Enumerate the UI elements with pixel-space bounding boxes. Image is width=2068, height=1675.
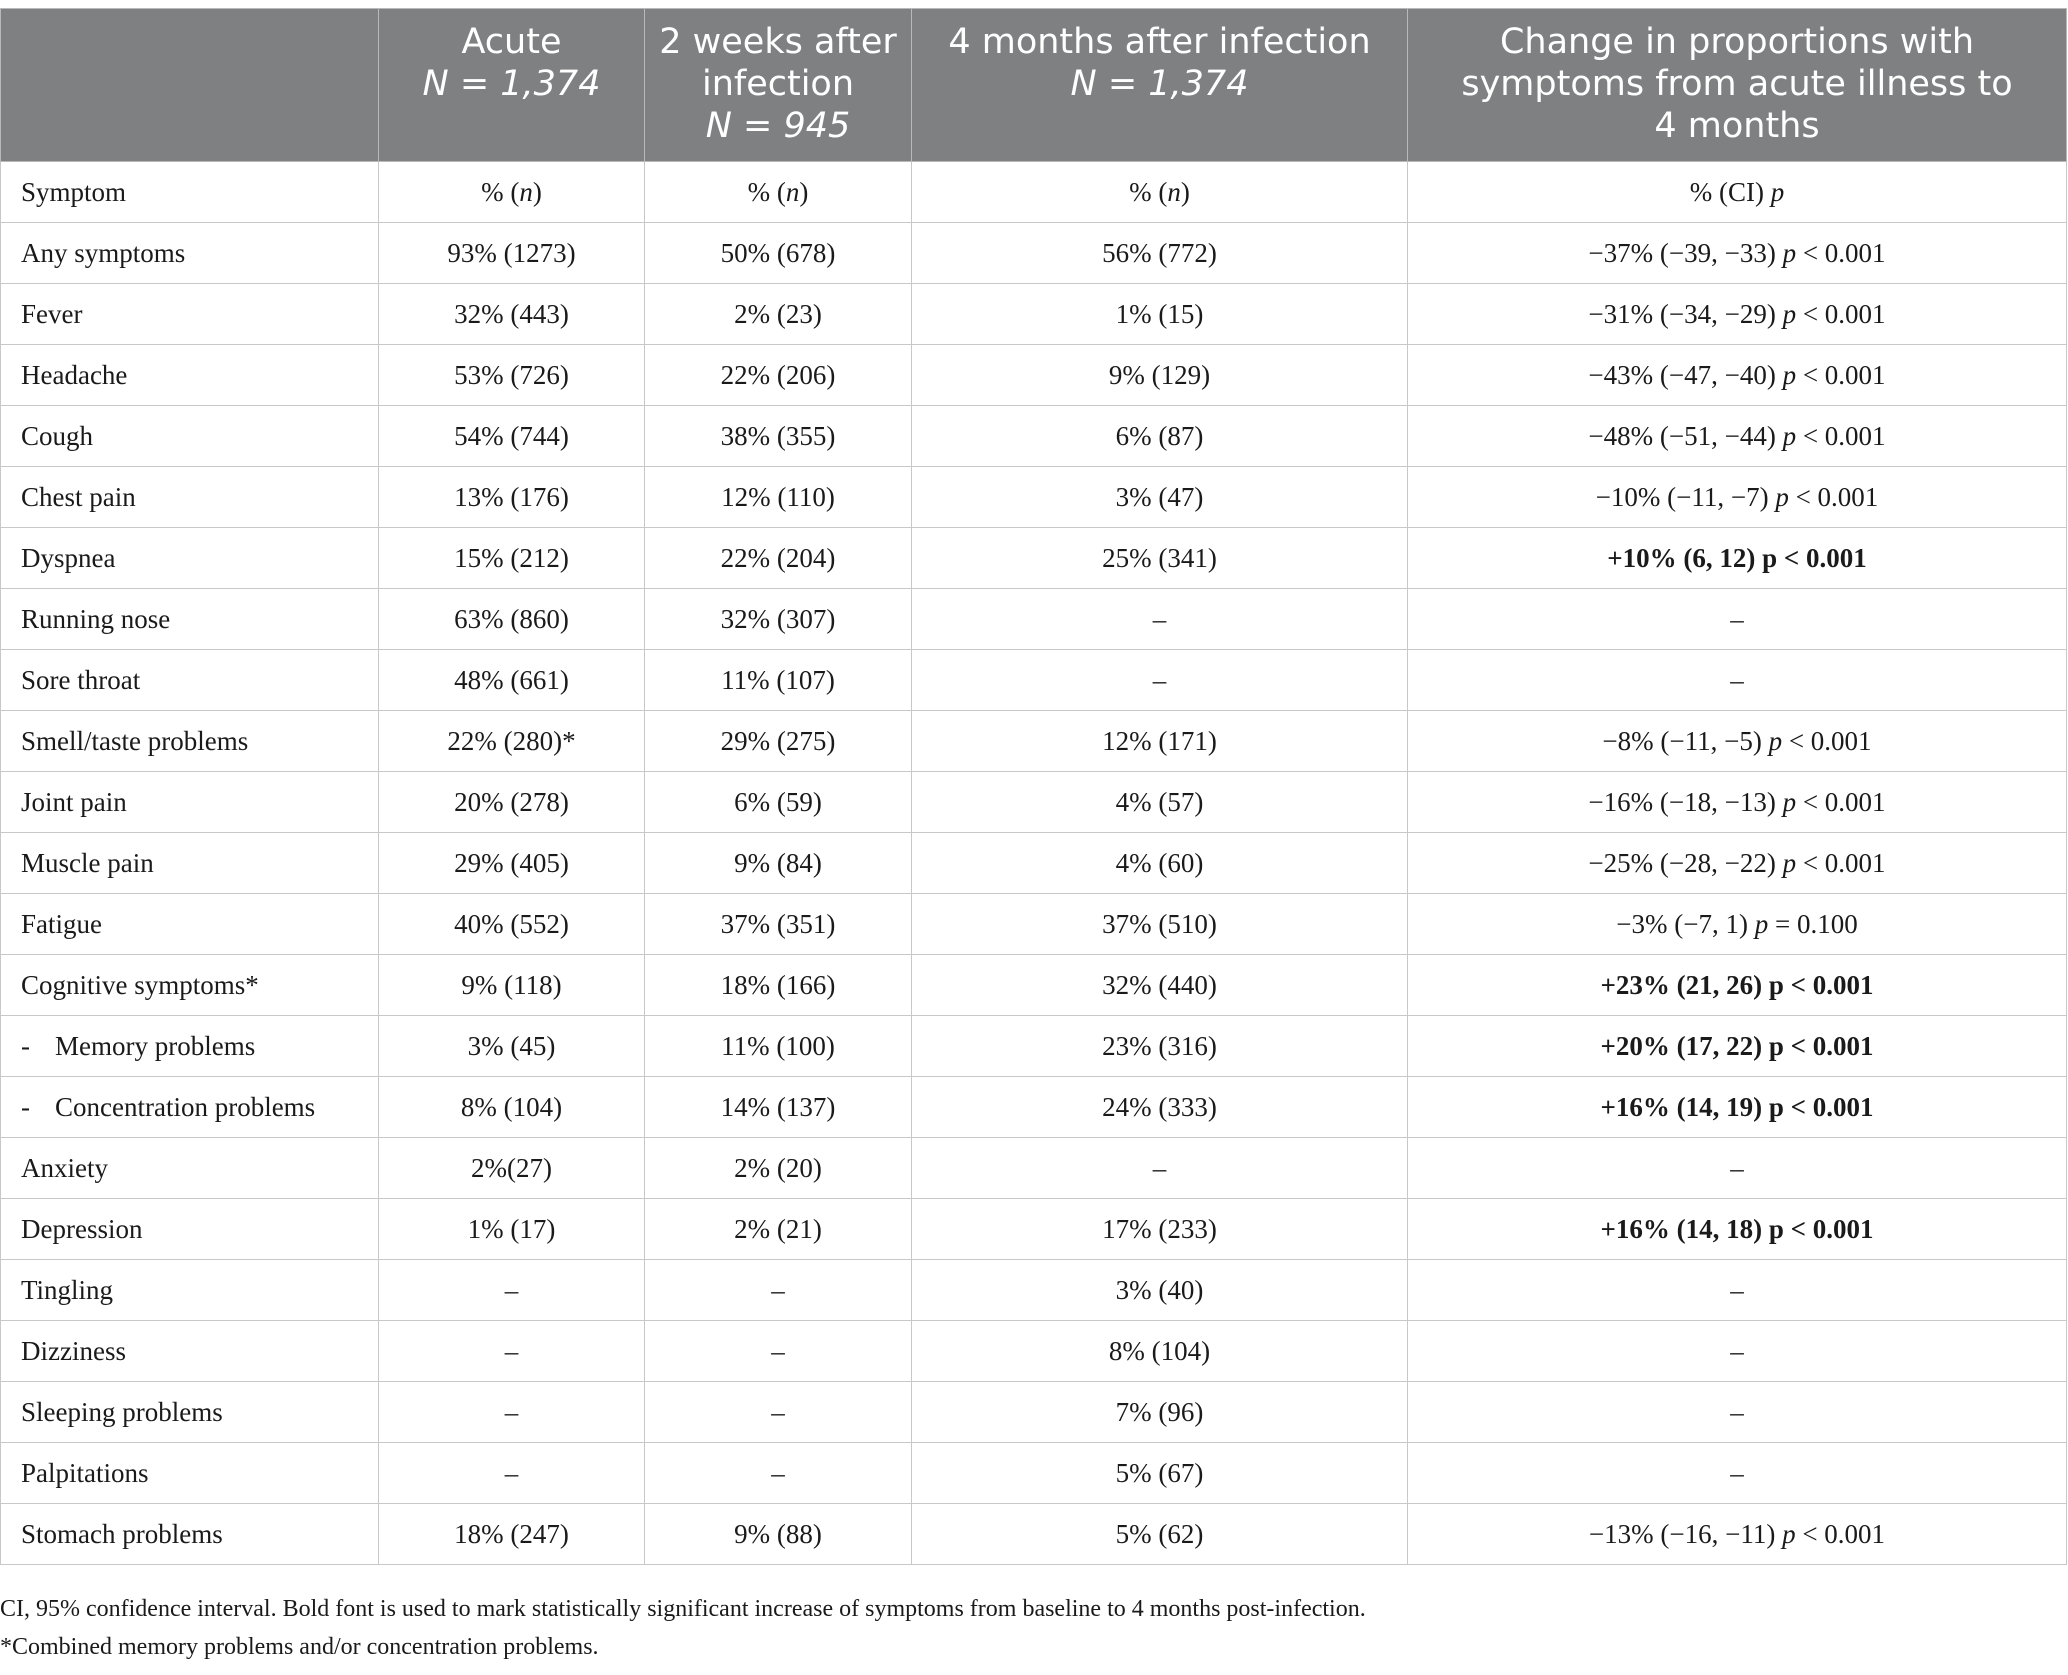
- symptom-label: Anxiety: [21, 1152, 108, 1183]
- four-months-cell: 56% (772): [912, 223, 1408, 284]
- four-months-cell: 3% (40): [912, 1260, 1408, 1321]
- symptom-cell: [1, 1077, 379, 1138]
- two-weeks-cell: 37% (351): [645, 894, 912, 955]
- change-cell: –: [1408, 1138, 2067, 1199]
- footnote-2: *Combined memory problems and/or concentration problems.: [0, 1634, 599, 1660]
- table-header: [1, 9, 2067, 162]
- four-months-cell: 4% (60): [912, 833, 1408, 894]
- four-months-cell: –: [912, 589, 1408, 650]
- change-cell: −13% (−16, −11) p < 0.001: [1408, 1504, 2067, 1565]
- four-months-cell: 8% (104): [912, 1321, 1408, 1382]
- acute-cell: 29% (405): [379, 833, 645, 894]
- change-cell: −37% (−39, −33) p < 0.001: [1408, 223, 2067, 284]
- symptom-cell: [1, 833, 379, 894]
- four-months-cell: 6% (87): [912, 406, 1408, 467]
- change-cell: –: [1408, 1321, 2067, 1382]
- header-four-months: [912, 9, 1408, 162]
- indent-dash: -: [21, 1091, 30, 1122]
- four-months-cell: 25% (341): [912, 528, 1408, 589]
- two-weeks-cell: 6% (59): [645, 772, 912, 833]
- four-months-cell: –: [912, 650, 1408, 711]
- header-change-line-1: Change in proportions with: [1499, 22, 1975, 62]
- two-weeks-cell: 38% (355): [645, 406, 912, 467]
- header-change: [1408, 9, 2067, 162]
- symptom-cell: [1, 1443, 379, 1504]
- table-row: [1, 223, 2067, 284]
- header-blank: [1, 9, 379, 162]
- header-four-months-title: 4 months after infection: [948, 22, 1371, 62]
- symptom-cell: [1, 345, 379, 406]
- header-two-weeks-n: N = 945: [705, 106, 851, 146]
- acute-cell: 9% (118): [379, 955, 645, 1016]
- subheader-change: % (CI) p: [1408, 162, 2067, 223]
- acute-cell: 93% (1273): [379, 223, 645, 284]
- two-weeks-cell: –: [645, 1321, 912, 1382]
- change-cell: −43% (−47, −40) p < 0.001: [1408, 345, 2067, 406]
- four-months-cell: 24% (333): [912, 1077, 1408, 1138]
- four-months-cell: 23% (316): [912, 1016, 1408, 1077]
- symptom-label: Muscle pain: [21, 847, 154, 878]
- table-row: [1, 467, 2067, 528]
- table-container: [0, 8, 2066, 1565]
- four-months-cell: 3% (47): [912, 467, 1408, 528]
- header-two-weeks: [645, 9, 912, 162]
- four-months-cell: 5% (67): [912, 1443, 1408, 1504]
- symptom-label: Running nose: [21, 603, 171, 634]
- acute-cell: 15% (212): [379, 528, 645, 589]
- four-months-cell: 32% (440): [912, 955, 1408, 1016]
- two-weeks-cell: 14% (137): [645, 1077, 912, 1138]
- four-months-cell: 12% (171): [912, 711, 1408, 772]
- change-cell: +23% (21, 26) p < 0.001: [1408, 955, 2067, 1016]
- symptom-label: Stomach problems: [21, 1518, 223, 1549]
- symptom-cell: [1, 589, 379, 650]
- header-acute-title: Acute: [461, 22, 562, 62]
- acute-cell: 13% (176): [379, 467, 645, 528]
- symptom-cell: [1, 1138, 379, 1199]
- table-row: [1, 589, 2067, 650]
- symptom-cell: [1, 1016, 379, 1077]
- symptom-cell: [1, 894, 379, 955]
- symptom-cell: [1, 711, 379, 772]
- subheader-four-months: % (n): [912, 162, 1408, 223]
- change-cell: +16% (14, 19) p < 0.001: [1408, 1077, 2067, 1138]
- acute-cell: –: [379, 1443, 645, 1504]
- four-months-cell: 1% (15): [912, 284, 1408, 345]
- two-weeks-cell: 32% (307): [645, 589, 912, 650]
- four-months-cell: 9% (129): [912, 345, 1408, 406]
- table-row: [1, 650, 2067, 711]
- symptom-label: Cognitive symptoms*: [21, 969, 259, 1000]
- table-row: [1, 528, 2067, 589]
- change-cell: –: [1408, 589, 2067, 650]
- two-weeks-cell: 22% (206): [645, 345, 912, 406]
- acute-cell: 8% (104): [379, 1077, 645, 1138]
- two-weeks-cell: –: [645, 1260, 912, 1321]
- table-row: [1, 1016, 2067, 1077]
- symptom-cell: [1, 1382, 379, 1443]
- acute-cell: 3% (45): [379, 1016, 645, 1077]
- acute-cell: –: [379, 1382, 645, 1443]
- change-cell: –: [1408, 1260, 2067, 1321]
- symptom-cell: [1, 223, 379, 284]
- two-weeks-cell: 11% (100): [645, 1016, 912, 1077]
- symptom-label: Depression: [21, 1213, 143, 1244]
- header-change-line-3: 4 months: [1654, 106, 1820, 146]
- symptom-label: Any symptoms: [21, 237, 186, 268]
- two-weeks-cell: 22% (204): [645, 528, 912, 589]
- header-two-weeks-title-2: infection: [701, 64, 855, 104]
- symptom-cell: [1, 1321, 379, 1382]
- header-change-line-2: symptoms from acute illness to: [1461, 64, 2013, 104]
- four-months-cell: 37% (510): [912, 894, 1408, 955]
- change-cell: –: [1408, 650, 2067, 711]
- two-weeks-cell: 18% (166): [645, 955, 912, 1016]
- symptom-label: Smell/taste problems: [21, 725, 249, 756]
- table-row: [1, 1321, 2067, 1382]
- acute-cell: 63% (860): [379, 589, 645, 650]
- table-row: [1, 406, 2067, 467]
- two-weeks-cell: 50% (678): [645, 223, 912, 284]
- symptom-cell: [1, 284, 379, 345]
- symptom-label: Dyspnea: [21, 542, 116, 573]
- change-cell: −8% (−11, −5) p < 0.001: [1408, 711, 2067, 772]
- symptom-cell: [1, 1199, 379, 1260]
- table-row: [1, 955, 2067, 1016]
- acute-cell: –: [379, 1321, 645, 1382]
- header-four-months-n: N = 1,374: [1070, 64, 1249, 104]
- acute-cell: 22% (280)*: [379, 711, 645, 772]
- table-row: [1, 833, 2067, 894]
- four-months-cell: 7% (96): [912, 1382, 1408, 1443]
- subheader-symptom: Symptom: [1, 162, 379, 223]
- table-row: [1, 1199, 2067, 1260]
- header-acute: [379, 9, 645, 162]
- four-months-cell: 5% (62): [912, 1504, 1408, 1565]
- acute-cell: 53% (726): [379, 345, 645, 406]
- two-weeks-cell: –: [645, 1382, 912, 1443]
- change-cell: −16% (−18, −13) p < 0.001: [1408, 772, 2067, 833]
- four-months-cell: –: [912, 1138, 1408, 1199]
- symptom-cell: [1, 467, 379, 528]
- table-row: [1, 894, 2067, 955]
- symptom-label: Headache: [21, 359, 128, 390]
- table-row: [1, 711, 2067, 772]
- symptom-label: Palpitations: [21, 1457, 149, 1488]
- acute-cell: 48% (661): [379, 650, 645, 711]
- acute-cell: 40% (552): [379, 894, 645, 955]
- change-cell: −3% (−7, 1) p = 0.100: [1408, 894, 2067, 955]
- table-row: [1, 284, 2067, 345]
- acute-cell: 18% (247): [379, 1504, 645, 1565]
- acute-cell: 20% (278): [379, 772, 645, 833]
- symptom-label: Tingling: [21, 1274, 114, 1305]
- table-row: [1, 1504, 2067, 1565]
- acute-cell: –: [379, 1260, 645, 1321]
- two-weeks-cell: 9% (84): [645, 833, 912, 894]
- subheader-two-weeks: % (n): [645, 162, 912, 223]
- acute-cell: 1% (17): [379, 1199, 645, 1260]
- acute-cell: 54% (744): [379, 406, 645, 467]
- header-two-weeks-title-1: 2 weeks after: [659, 22, 897, 62]
- change-cell: −10% (−11, −7) p < 0.001: [1408, 467, 2067, 528]
- symptoms-table: [0, 8, 2067, 1565]
- symptom-label: Concentration problems: [55, 1091, 316, 1122]
- change-cell: −48% (−51, −44) p < 0.001: [1408, 406, 2067, 467]
- header-row: [1, 9, 2067, 162]
- table-row: [1, 345, 2067, 406]
- indent-dash: -: [21, 1030, 30, 1061]
- subheader-row: [1, 162, 2067, 223]
- symptom-label: Sore throat: [21, 664, 141, 695]
- symptom-cell: [1, 955, 379, 1016]
- footnote-1: CI, 95% confidence interval. Bold font is used to mark statistically significant increase of symptoms from baseline to 4 months post-infection.: [0, 1596, 1366, 1622]
- two-weeks-cell: –: [645, 1443, 912, 1504]
- table-row: [1, 1260, 2067, 1321]
- symptom-cell: [1, 772, 379, 833]
- symptom-cell: [1, 1504, 379, 1565]
- symptom-label: Fatigue: [21, 908, 102, 939]
- symptom-cell: [1, 1260, 379, 1321]
- change-cell: +16% (14, 18) p < 0.001: [1408, 1199, 2067, 1260]
- two-weeks-cell: 11% (107): [645, 650, 912, 711]
- symptom-label: Sleeping problems: [21, 1396, 223, 1427]
- table-body: [1, 162, 2067, 1565]
- change-cell: +20% (17, 22) p < 0.001: [1408, 1016, 2067, 1077]
- symptom-label: Memory problems: [55, 1030, 256, 1061]
- two-weeks-cell: 12% (110): [645, 467, 912, 528]
- four-months-cell: 17% (233): [912, 1199, 1408, 1260]
- change-cell: +10% (6, 12) p < 0.001: [1408, 528, 2067, 589]
- header-acute-n: N = 1,374: [422, 64, 601, 104]
- table-row: [1, 1443, 2067, 1504]
- symptom-label: Chest pain: [21, 481, 136, 512]
- acute-cell: 2%(27): [379, 1138, 645, 1199]
- two-weeks-cell: 9% (88): [645, 1504, 912, 1565]
- change-cell: −25% (−28, −22) p < 0.001: [1408, 833, 2067, 894]
- table-row: [1, 1077, 2067, 1138]
- table-row: [1, 1138, 2067, 1199]
- symptom-cell: [1, 650, 379, 711]
- symptom-cell: [1, 406, 379, 467]
- symptom-label: Dizziness: [21, 1335, 126, 1366]
- subheader-acute: % (n): [379, 162, 645, 223]
- two-weeks-cell: 2% (21): [645, 1199, 912, 1260]
- change-cell: –: [1408, 1443, 2067, 1504]
- acute-cell: 32% (443): [379, 284, 645, 345]
- symptom-label: Cough: [21, 420, 94, 451]
- two-weeks-cell: 2% (20): [645, 1138, 912, 1199]
- symptom-label: Fever: [21, 298, 83, 329]
- table-row: [1, 1382, 2067, 1443]
- change-cell: –: [1408, 1382, 2067, 1443]
- symptom-cell: [1, 528, 379, 589]
- four-months-cell: 4% (57): [912, 772, 1408, 833]
- table-row: [1, 772, 2067, 833]
- symptom-label: Joint pain: [21, 786, 127, 817]
- two-weeks-cell: 2% (23): [645, 284, 912, 345]
- two-weeks-cell: 29% (275): [645, 711, 912, 772]
- change-cell: −31% (−34, −29) p < 0.001: [1408, 284, 2067, 345]
